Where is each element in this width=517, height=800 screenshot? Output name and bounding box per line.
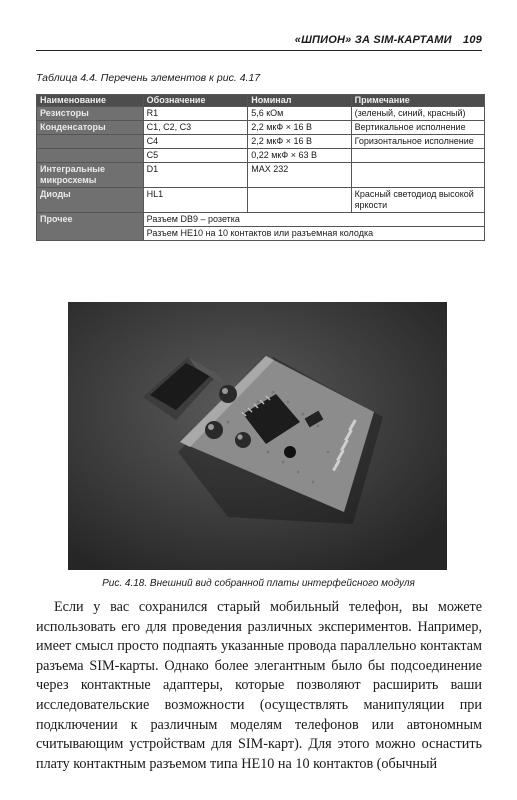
value-cell: 2,2 мкФ × 16 В	[248, 135, 351, 149]
table-row	[37, 135, 485, 149]
designation-cell: C4	[143, 135, 248, 149]
table-row	[37, 107, 485, 121]
note-cell: Горизонтальное исполнение	[351, 135, 484, 149]
designation-cell: C1, C2, C3	[143, 121, 248, 135]
value-cell: 5,6 кОм	[248, 107, 351, 121]
category-cell-empty	[37, 149, 144, 163]
column-header-name: Наименование	[37, 95, 144, 107]
board-photo	[68, 302, 447, 570]
value-cell: 0,22 мкФ × 63 В	[248, 149, 351, 163]
designation-cell: C5	[143, 149, 248, 163]
designation-cell: HL1	[143, 188, 248, 213]
capacitor	[205, 421, 223, 439]
note-cell: (зеленый, синий, красный)	[351, 107, 484, 121]
category-cell: Интегральные микросхемы	[37, 163, 144, 188]
running-header	[36, 34, 482, 51]
table-header-row	[37, 95, 485, 107]
note-cell: Вертикальное исполнение	[351, 121, 484, 135]
table-row	[37, 149, 485, 163]
figure-caption: Рис. 4.18. Внешний вид собранной платы интерфейсного модуля	[102, 578, 415, 589]
page-number: 109	[463, 34, 482, 46]
board-photo-drawing	[68, 302, 447, 570]
table-caption: Таблица 4.4. Перечень элементов к рис. 4.17	[36, 72, 261, 84]
table-row	[37, 188, 485, 213]
value-cell: MAX 232	[248, 163, 351, 188]
value-cell: 2,2 мкФ × 16 В	[248, 121, 351, 135]
led	[284, 446, 296, 458]
category-cell: Резисторы	[37, 107, 144, 121]
column-header-designation: Обозначение	[143, 95, 248, 107]
value-cell	[248, 188, 351, 213]
category-cell: Прочее	[37, 213, 144, 241]
capacitor	[219, 385, 237, 403]
note-cell	[351, 163, 484, 188]
components-table	[36, 94, 485, 241]
running-title: «ШПИОН» ЗА SIM-КАРТАМИ	[294, 34, 452, 46]
designation-cell: R1	[143, 107, 248, 121]
body-paragraph: Если у вас сохранился старый мобильный телефон, вы можете использовать его для проведения различных экспериментов. Например, имеет смысл просто подпаять указанные провода параллельно контактам разъема SIM-карты. Однако более элегантным было бы подсоединение через контактные адаптеры, которые позволяют расширить ваши исследовательские возможности (осуществлять манипуляции при подключении к различным моделям телефонов или автономным считывающим устройствам для SIM-карт). Для этого можно оснастить плату контактным разъемом типа HE10 на 10 контактов (обычный	[36, 599, 482, 772]
table-row	[37, 121, 485, 135]
capacitor	[235, 432, 251, 448]
category-cell: Конденсаторы	[37, 121, 144, 135]
category-cell: Диоды	[37, 188, 144, 213]
column-header-value: Номинал	[248, 95, 351, 107]
other-item-cell: Разъем HE10 на 10 контактов или разъемная колодка	[143, 227, 484, 241]
note-cell	[351, 149, 484, 163]
designation-cell: D1	[143, 163, 248, 188]
category-cell-empty	[37, 135, 144, 149]
table-row	[37, 213, 485, 227]
other-item-cell: Разъем DB9 – розетка	[143, 213, 484, 227]
table-row	[37, 163, 485, 188]
column-header-note: Примечание	[351, 95, 484, 107]
note-cell: Красный светодиод высокой яркости	[351, 188, 484, 213]
